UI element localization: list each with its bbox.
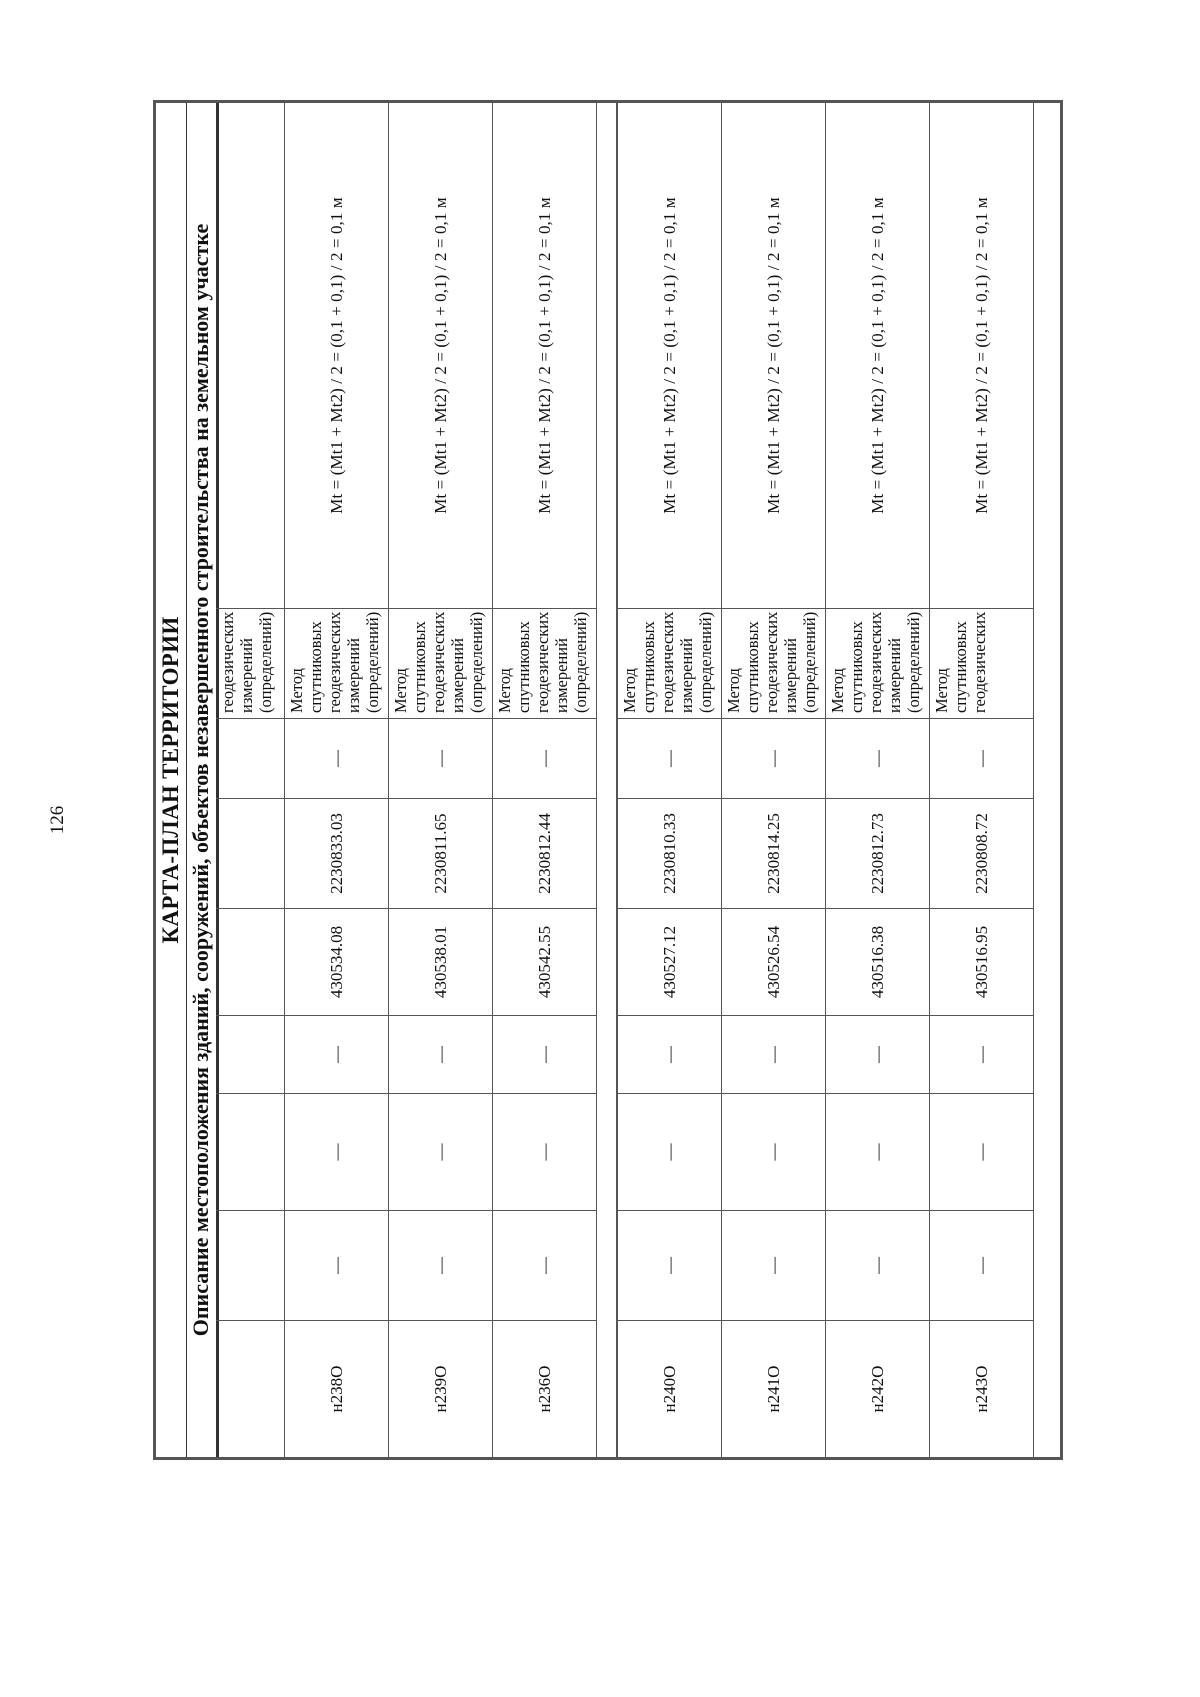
value-cell-2: —	[826, 1210, 929, 1320]
value-cell-3: —	[826, 1093, 929, 1210]
formula-cell: Mt = (Mt1 + Mt2) / 2 = (0,1 + 0,1) / 2 = 0,1 м	[326, 197, 346, 514]
value-cell-4: —	[722, 1015, 825, 1093]
point-name-cell: н240О	[618, 1320, 721, 1457]
formula-cell: Mt = (Mt1 + Mt2) / 2 = (0,1 + 0,1) / 2 = 0,1 м	[659, 197, 679, 514]
value-cell-7: —	[930, 718, 1033, 798]
formula-cell: Mt = (Mt1 + Mt2) / 2 = (0,1 + 0,1) / 2 = 0,1 м	[867, 197, 887, 514]
table-row	[618, 103, 722, 1457]
value-cell-4: —	[493, 1015, 596, 1093]
rotated-table-sheet	[153, 100, 1063, 1460]
point-name-cell: н241О	[722, 1320, 825, 1457]
value-cell-3: —	[618, 1093, 721, 1210]
method-cell: Метод спутниковых геодезических измерений (определений)	[285, 608, 388, 718]
value-cell-3: —	[930, 1093, 1033, 1210]
method-cell: Метод спутниковых геодезических измерений (определений)	[389, 608, 492, 718]
point-name-cell: н238О	[285, 1320, 388, 1457]
table-row-continuation	[216, 103, 285, 1457]
y-coordinate-cell: 2230812.73	[826, 798, 929, 908]
value-cell-4: —	[826, 1015, 929, 1093]
y-coordinate-cell: 2230810.33	[618, 798, 721, 908]
method-cell: Метод спутниковых геодезических измерений (определений)	[493, 608, 596, 718]
value-cell-4: —	[389, 1015, 492, 1093]
value-cell-2: —	[285, 1210, 388, 1320]
y-coordinate-cell: 2230811.65	[389, 798, 492, 908]
formula-cell: Mt = (Mt1 + Mt2) / 2 = (0,1 + 0,1) / 2 = 0,1 м	[971, 197, 991, 514]
value-cell-2	[216, 1210, 284, 1320]
point-name-cell: н239О	[389, 1320, 492, 1457]
table-row	[493, 103, 597, 1457]
value-cell-3: —	[722, 1093, 825, 1210]
table-frame	[153, 100, 1063, 1460]
table-row	[826, 103, 930, 1457]
formula-cell: Mt = (Mt1 + Mt2) / 2 = (0,1 + 0,1) / 2 = 0,1 м	[763, 197, 783, 514]
x-coordinate-cell: 430542.55	[493, 908, 596, 1015]
value-cell-2: —	[389, 1210, 492, 1320]
table-split-gap	[597, 103, 618, 1457]
method-cell: геодезических измерений (определений)	[216, 608, 284, 718]
point-name-cell: н242О	[826, 1320, 929, 1457]
table-subtitle: Описание местоположения зданий, сооружений, объектов незавершенного строительства на земельном участке	[186, 103, 219, 1457]
formula-cell: Mt = (Mt1 + Mt2) / 2 = (0,1 + 0,1) / 2 = 0,1 м	[534, 197, 554, 514]
formula-cell	[216, 103, 284, 608]
value-cell-4	[216, 1015, 284, 1093]
x-coordinate-cell: 430516.95	[930, 908, 1033, 1015]
x-coordinate-cell: 430538.01	[389, 908, 492, 1015]
value-cell-2: —	[722, 1210, 825, 1320]
x-coordinate-cell: 430534.08	[285, 908, 388, 1015]
x-coordinate-cell: 430516.38	[826, 908, 929, 1015]
formula-cell: Mt = (Mt1 + Mt2) / 2 = (0,1 + 0,1) / 2 = 0,1 м	[430, 197, 450, 514]
point-name-cell: н243О	[930, 1320, 1033, 1457]
value-cell-4: —	[618, 1015, 721, 1093]
value-cell-4: —	[285, 1015, 388, 1093]
y-coordinate-cell: 2230812.44	[493, 798, 596, 908]
table-row	[285, 103, 389, 1457]
value-cell-7: —	[493, 718, 596, 798]
value-cell-7: —	[826, 718, 929, 798]
method-cell: Метод спутниковых геодезических измерений (определений)	[618, 608, 721, 718]
x-coordinate-cell: 430527.12	[618, 908, 721, 1015]
method-cell: Метод спутниковых геодезических измерений (определений)	[826, 608, 929, 718]
value-cell-7: —	[285, 718, 388, 798]
value-cell-7: —	[618, 718, 721, 798]
method-cell: Метод спутниковых геодезических	[930, 608, 1033, 718]
value-cell-2: —	[493, 1210, 596, 1320]
value-cell-2: —	[618, 1210, 721, 1320]
y-coordinate-cell: 2230833.03	[285, 798, 388, 908]
method-cell: Метод спутниковых геодезических измерений (определений)	[722, 608, 825, 718]
value-cell-7: —	[389, 718, 492, 798]
value-cell-4: —	[930, 1015, 1033, 1093]
value-cell-3: —	[493, 1093, 596, 1210]
table-title: КАРТА-ПЛАН ТЕРРИТОРИИ	[156, 103, 187, 1457]
point-name-cell: н236О	[493, 1320, 596, 1457]
value-cell-3: —	[389, 1093, 492, 1210]
value-cell-7	[216, 718, 284, 798]
y-coordinate-cell: 2230814.25	[722, 798, 825, 908]
x-coordinate-cell: 430526.54	[722, 908, 825, 1015]
x-coordinate-cell	[216, 908, 284, 1015]
y-coordinate-cell	[216, 798, 284, 908]
table-row	[722, 103, 826, 1457]
value-cell-7: —	[722, 718, 825, 798]
value-cell-2: —	[930, 1210, 1033, 1320]
point-name-cell	[216, 1320, 284, 1457]
table-row	[930, 103, 1034, 1457]
page-number: 126	[47, 805, 68, 835]
table-row	[389, 103, 493, 1457]
y-coordinate-cell: 2230808.72	[930, 798, 1033, 908]
value-cell-3: —	[285, 1093, 388, 1210]
value-cell-3	[216, 1093, 284, 1210]
